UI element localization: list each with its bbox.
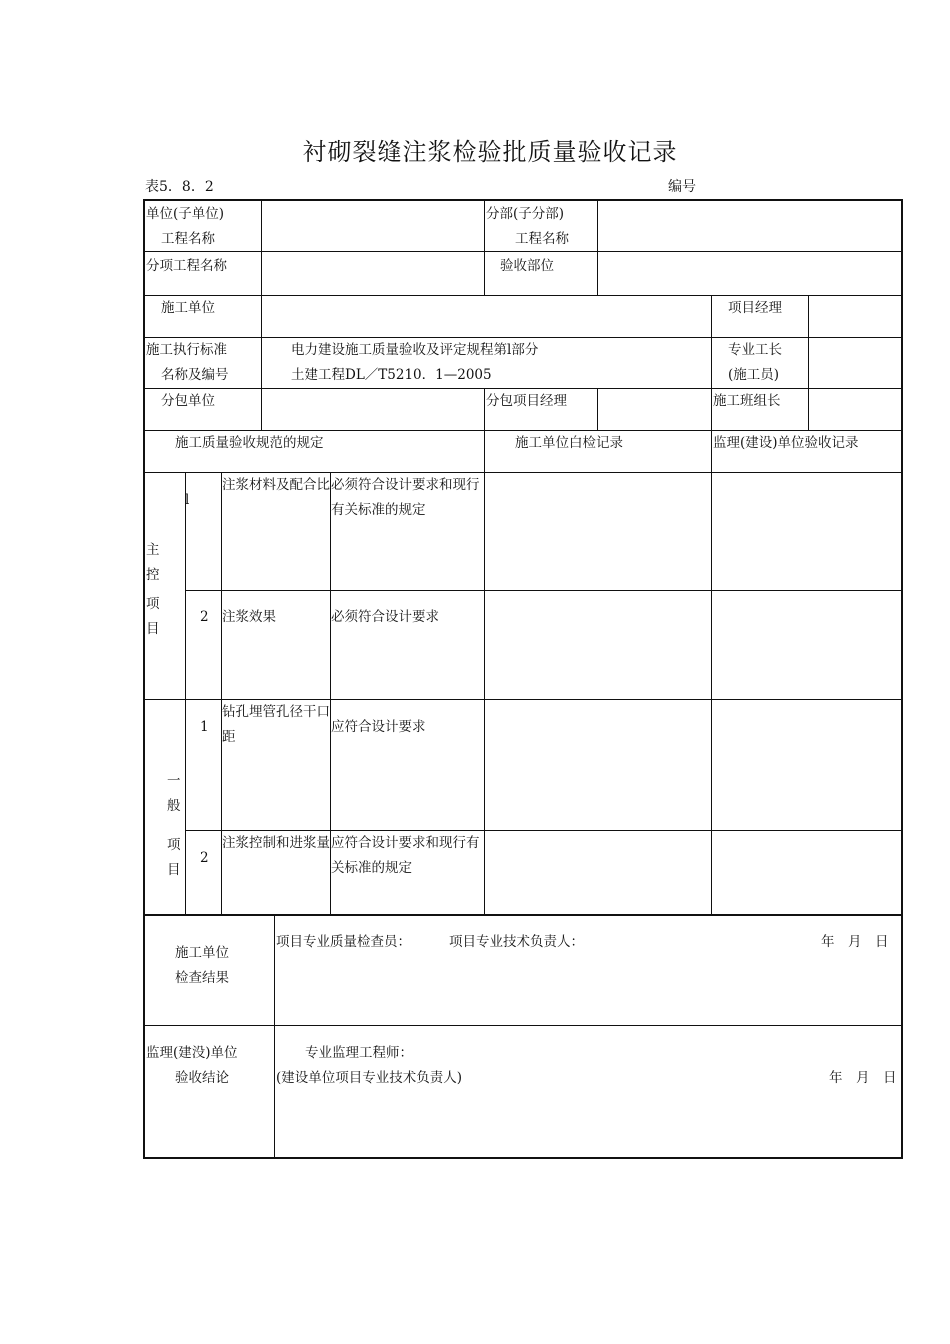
label-char: 一 bbox=[167, 773, 181, 789]
project-manager-label: 项目经理 bbox=[728, 300, 782, 316]
col-divider bbox=[484, 430, 485, 914]
supervision-conclusion-label: 监理(建没)单位 bbox=[146, 1045, 238, 1061]
item-requirement: 应符合设计要求和现行有关标准的规定 bbox=[331, 835, 480, 876]
item-name: 注浆效果 bbox=[222, 609, 276, 625]
serial-number-label: 编号 bbox=[668, 179, 696, 195]
spec-column-header: 施工质量验收规范的规定 bbox=[175, 435, 324, 451]
general-items-label bbox=[167, 769, 183, 883]
table-number: 表5．8．2 bbox=[145, 179, 214, 195]
page-title: 衬砌裂缝注浆检验批质量验收记录 bbox=[302, 138, 678, 166]
self-check-column-header: 施工单位白检记录 bbox=[515, 435, 623, 451]
foreman-label-2: (施工员) bbox=[728, 367, 780, 383]
item-name: 注浆材料及配合比 bbox=[222, 477, 330, 493]
col-divider bbox=[808, 295, 809, 431]
label-char: 项 bbox=[146, 596, 160, 612]
standard-value: 电力建设施工质量验收及评定规程第l部分 bbox=[291, 342, 539, 358]
col-divider bbox=[711, 430, 712, 914]
item-number: 2 bbox=[200, 609, 209, 625]
owner-representative-label: (建设单位项目专业技术负责人) bbox=[276, 1070, 463, 1086]
label-char: 控 bbox=[146, 567, 160, 583]
item-number: 1 bbox=[200, 719, 209, 735]
col-divider bbox=[274, 914, 275, 1159]
standard-label: 施工执行标准 bbox=[146, 342, 227, 358]
row-divider bbox=[145, 295, 903, 296]
item-requirement: 必须符合设计要求和现行有关标准的规定 bbox=[331, 477, 480, 518]
col-divider bbox=[597, 201, 598, 295]
division-project-label-2: 工程名称 bbox=[515, 231, 569, 247]
subitem-project-label: 分项工程名称 bbox=[146, 258, 227, 274]
construction-check-label-2: 检查结果 bbox=[175, 970, 229, 986]
standard-label-2: 名称及编号 bbox=[161, 367, 229, 383]
division-project-label: 分部(子分部) bbox=[486, 206, 565, 222]
tech-lead-label: 项目专业技术负责人： bbox=[449, 934, 584, 950]
construction-check-date: 年 月 日 bbox=[821, 934, 889, 950]
quality-inspector-label: 项目专业质量检查员： bbox=[276, 934, 411, 950]
subcontractor-label: 分包单位 bbox=[161, 393, 215, 409]
construction-unit-label: 施工单位 bbox=[161, 300, 215, 316]
supervision-date: 年 月 日 bbox=[829, 1070, 897, 1086]
acceptance-record-table bbox=[143, 199, 903, 1159]
item-name: 注浆控制和进浆量 bbox=[222, 835, 330, 851]
supervision-column-header: 监理(建设)单位验收记录 bbox=[713, 435, 859, 451]
item-requirement: 应符合设计要求 bbox=[331, 719, 426, 735]
item-name: 钻孔埋管孔径干口距 bbox=[222, 704, 330, 745]
col-divider bbox=[484, 201, 485, 295]
main-control-label bbox=[146, 538, 162, 642]
label-char: 项 bbox=[167, 837, 181, 853]
label-char: 般 bbox=[167, 798, 181, 814]
col-divider bbox=[185, 472, 186, 914]
subcontract-pm-label: 分包项目经理 bbox=[486, 393, 567, 409]
label-char: 主 bbox=[146, 542, 160, 558]
construction-check-label: 施工单位 bbox=[175, 945, 229, 961]
label-char: 目 bbox=[167, 862, 181, 878]
row-divider bbox=[145, 914, 903, 916]
col-divider bbox=[484, 388, 485, 430]
item-number: 2 bbox=[200, 850, 209, 866]
team-leader-label: 施工班组长 bbox=[713, 393, 781, 409]
item-number: l bbox=[185, 492, 190, 508]
supervising-engineer-label: 专业监理工程师： bbox=[305, 1045, 413, 1061]
col-divider bbox=[597, 388, 598, 430]
item-requirement: 必须符合设计要求 bbox=[331, 609, 439, 625]
col-divider bbox=[261, 201, 262, 430]
standard-value-2: 土建工程DL／T5210．1—2005 bbox=[291, 367, 492, 383]
row-divider bbox=[145, 1025, 903, 1026]
foreman-label: 专业工长 bbox=[728, 342, 782, 358]
supervision-conclusion-label-2: 验收结论 bbox=[175, 1070, 229, 1086]
col-divider bbox=[711, 295, 712, 431]
acceptance-location-label: 验收部位 bbox=[500, 258, 554, 274]
unit-project-label: 单位(子单位) bbox=[146, 206, 225, 222]
row-divider bbox=[185, 590, 903, 591]
unit-project-label-2: 工程名称 bbox=[161, 231, 215, 247]
label-char: 目 bbox=[146, 621, 160, 637]
